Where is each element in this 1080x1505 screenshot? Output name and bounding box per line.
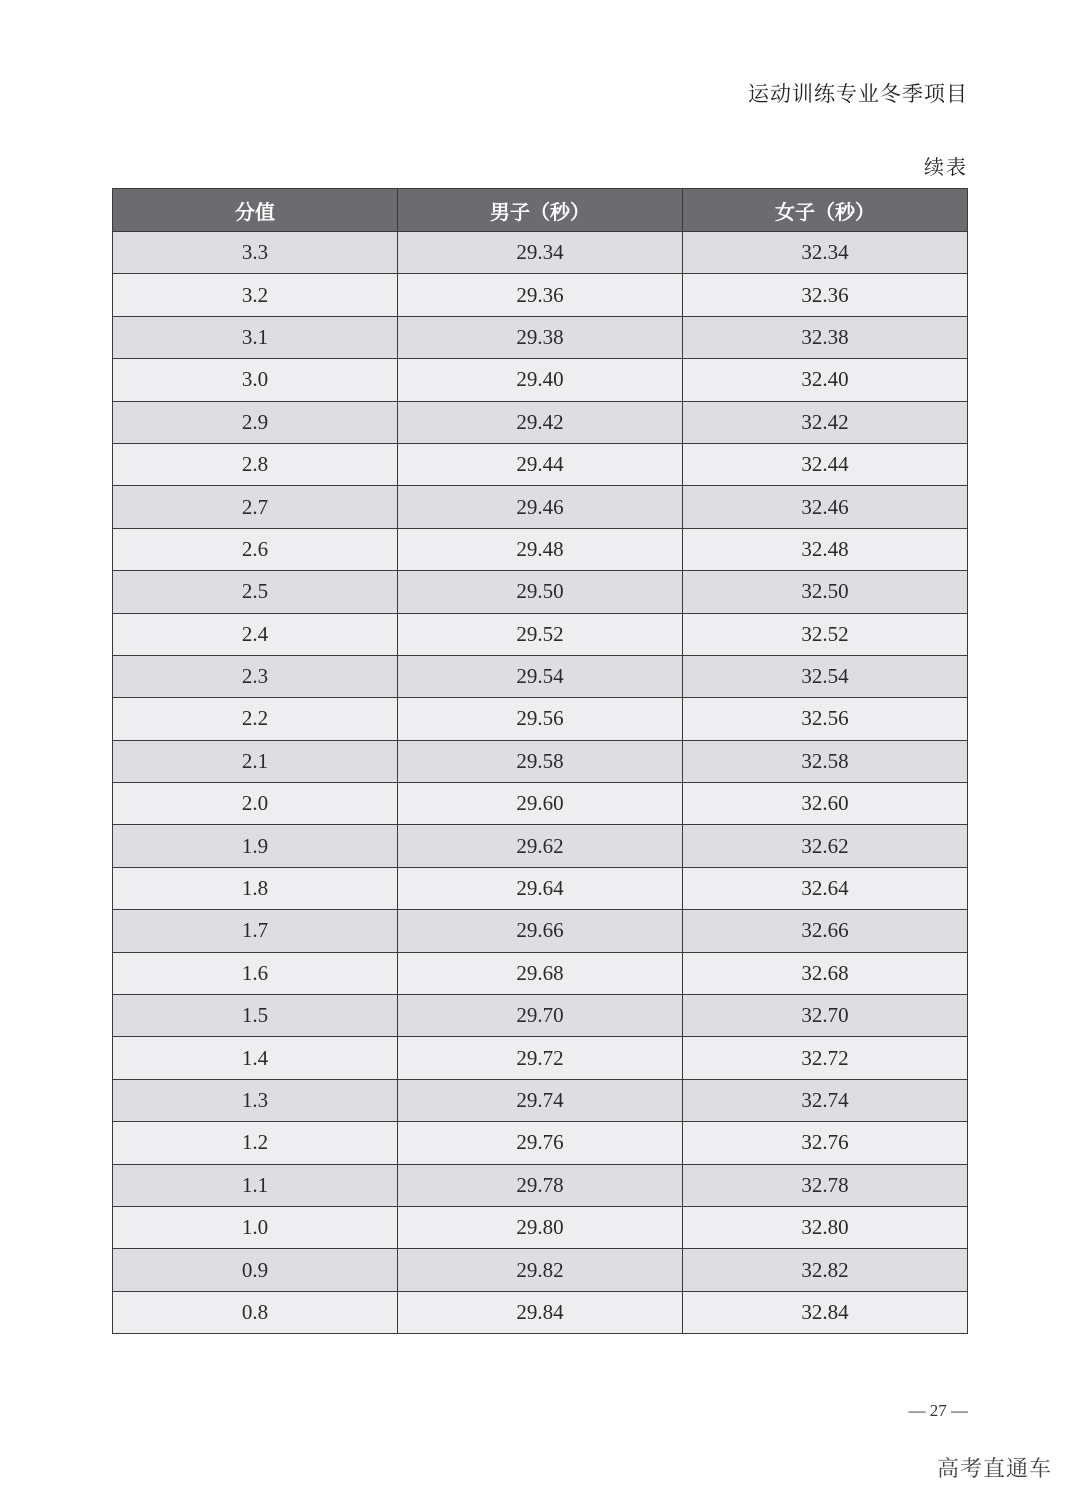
male-time-cell: 29.48 <box>398 528 683 570</box>
score-cell: 2.9 <box>113 401 398 443</box>
table-row <box>113 443 968 485</box>
female-time-cell: 32.84 <box>683 1291 968 1333</box>
score-cell: 1.5 <box>113 995 398 1037</box>
table-row <box>113 613 968 655</box>
score-cell: 0.8 <box>113 1291 398 1333</box>
female-time-cell: 32.74 <box>683 1079 968 1121</box>
female-time-cell: 32.80 <box>683 1206 968 1248</box>
score-cell: 3.2 <box>113 274 398 316</box>
table-header-row <box>113 189 968 232</box>
score-cell: 1.8 <box>113 867 398 909</box>
female-time-cell: 32.54 <box>683 655 968 697</box>
female-time-cell: 32.62 <box>683 825 968 867</box>
male-time-cell: 29.38 <box>398 316 683 358</box>
column-header-female: 女子（秒） <box>683 189 968 232</box>
score-cell: 1.4 <box>113 1037 398 1079</box>
male-time-cell: 29.34 <box>398 232 683 274</box>
score-cell: 2.8 <box>113 443 398 485</box>
male-time-cell: 29.68 <box>398 952 683 994</box>
table-header <box>113 189 968 232</box>
running-title: 运动训练专业冬季项目 <box>748 82 968 106</box>
table-row <box>113 1164 968 1206</box>
female-time-cell: 32.60 <box>683 783 968 825</box>
male-time-cell: 29.44 <box>398 443 683 485</box>
female-time-cell: 32.76 <box>683 1122 968 1164</box>
male-time-cell: 29.42 <box>398 401 683 443</box>
female-time-cell: 32.78 <box>683 1164 968 1206</box>
male-time-cell: 29.72 <box>398 1037 683 1079</box>
female-time-cell: 32.58 <box>683 740 968 782</box>
score-cell: 2.3 <box>113 655 398 697</box>
watermark: 高考直通车 <box>936 1457 1052 1482</box>
table-row <box>113 952 968 994</box>
table-row <box>113 401 968 443</box>
table-row <box>113 316 968 358</box>
score-table <box>112 188 968 1334</box>
male-time-cell: 29.50 <box>398 571 683 613</box>
female-time-cell: 32.82 <box>683 1249 968 1291</box>
female-time-cell: 32.46 <box>683 486 968 528</box>
table-row <box>113 1037 968 1079</box>
table-body <box>113 232 968 1334</box>
score-cell: 2.7 <box>113 486 398 528</box>
female-time-cell: 32.36 <box>683 274 968 316</box>
female-time-cell: 32.48 <box>683 528 968 570</box>
score-cell: 3.3 <box>113 232 398 274</box>
score-cell: 0.9 <box>113 1249 398 1291</box>
male-time-cell: 29.70 <box>398 995 683 1037</box>
table-row <box>113 655 968 697</box>
score-cell: 2.6 <box>113 528 398 570</box>
table-row <box>113 740 968 782</box>
score-cell: 2.1 <box>113 740 398 782</box>
score-cell: 1.6 <box>113 952 398 994</box>
score-cell: 3.0 <box>113 359 398 401</box>
table-row <box>113 910 968 952</box>
table-row <box>113 528 968 570</box>
female-time-cell: 32.68 <box>683 952 968 994</box>
male-time-cell: 29.40 <box>398 359 683 401</box>
table-row <box>113 867 968 909</box>
score-cell: 1.2 <box>113 1122 398 1164</box>
male-time-cell: 29.84 <box>398 1291 683 1333</box>
male-time-cell: 29.52 <box>398 613 683 655</box>
female-time-cell: 32.70 <box>683 995 968 1037</box>
score-cell: 1.9 <box>113 825 398 867</box>
male-time-cell: 29.62 <box>398 825 683 867</box>
table-row <box>113 486 968 528</box>
table-row <box>113 995 968 1037</box>
female-time-cell: 32.64 <box>683 867 968 909</box>
female-time-cell: 32.52 <box>683 613 968 655</box>
male-time-cell: 29.76 <box>398 1122 683 1164</box>
table-row <box>113 698 968 740</box>
female-time-cell: 32.72 <box>683 1037 968 1079</box>
table-row <box>113 1079 968 1121</box>
female-time-cell: 32.66 <box>683 910 968 952</box>
page-number: — 27 — <box>908 1401 968 1420</box>
table-row <box>113 232 968 274</box>
table-row <box>113 1122 968 1164</box>
male-time-cell: 29.74 <box>398 1079 683 1121</box>
table-row <box>113 1206 968 1248</box>
male-time-cell: 29.80 <box>398 1206 683 1248</box>
male-time-cell: 29.58 <box>398 740 683 782</box>
table-row <box>113 783 968 825</box>
male-time-cell: 29.56 <box>398 698 683 740</box>
male-time-cell: 29.66 <box>398 910 683 952</box>
column-header-male: 男子（秒） <box>398 189 683 232</box>
score-cell: 2.0 <box>113 783 398 825</box>
column-header-score: 分值 <box>113 189 398 232</box>
female-time-cell: 32.56 <box>683 698 968 740</box>
score-cell: 2.5 <box>113 571 398 613</box>
table-row <box>113 274 968 316</box>
male-time-cell: 29.54 <box>398 655 683 697</box>
male-time-cell: 29.82 <box>398 1249 683 1291</box>
score-cell: 3.1 <box>113 316 398 358</box>
score-cell: 1.3 <box>113 1079 398 1121</box>
female-time-cell: 32.44 <box>683 443 968 485</box>
score-cell: 1.7 <box>113 910 398 952</box>
table-row <box>113 825 968 867</box>
female-time-cell: 32.40 <box>683 359 968 401</box>
table-row <box>113 1291 968 1333</box>
continued-label: 续表 <box>924 155 968 179</box>
score-cell: 2.4 <box>113 613 398 655</box>
male-time-cell: 29.60 <box>398 783 683 825</box>
female-time-cell: 32.34 <box>683 232 968 274</box>
male-time-cell: 29.46 <box>398 486 683 528</box>
table-row <box>113 1249 968 1291</box>
score-cell: 1.1 <box>113 1164 398 1206</box>
score-cell: 2.2 <box>113 698 398 740</box>
female-time-cell: 32.42 <box>683 401 968 443</box>
male-time-cell: 29.64 <box>398 867 683 909</box>
table-row <box>113 359 968 401</box>
male-time-cell: 29.78 <box>398 1164 683 1206</box>
female-time-cell: 32.50 <box>683 571 968 613</box>
female-time-cell: 32.38 <box>683 316 968 358</box>
score-cell: 1.0 <box>113 1206 398 1248</box>
table-row <box>113 571 968 613</box>
male-time-cell: 29.36 <box>398 274 683 316</box>
